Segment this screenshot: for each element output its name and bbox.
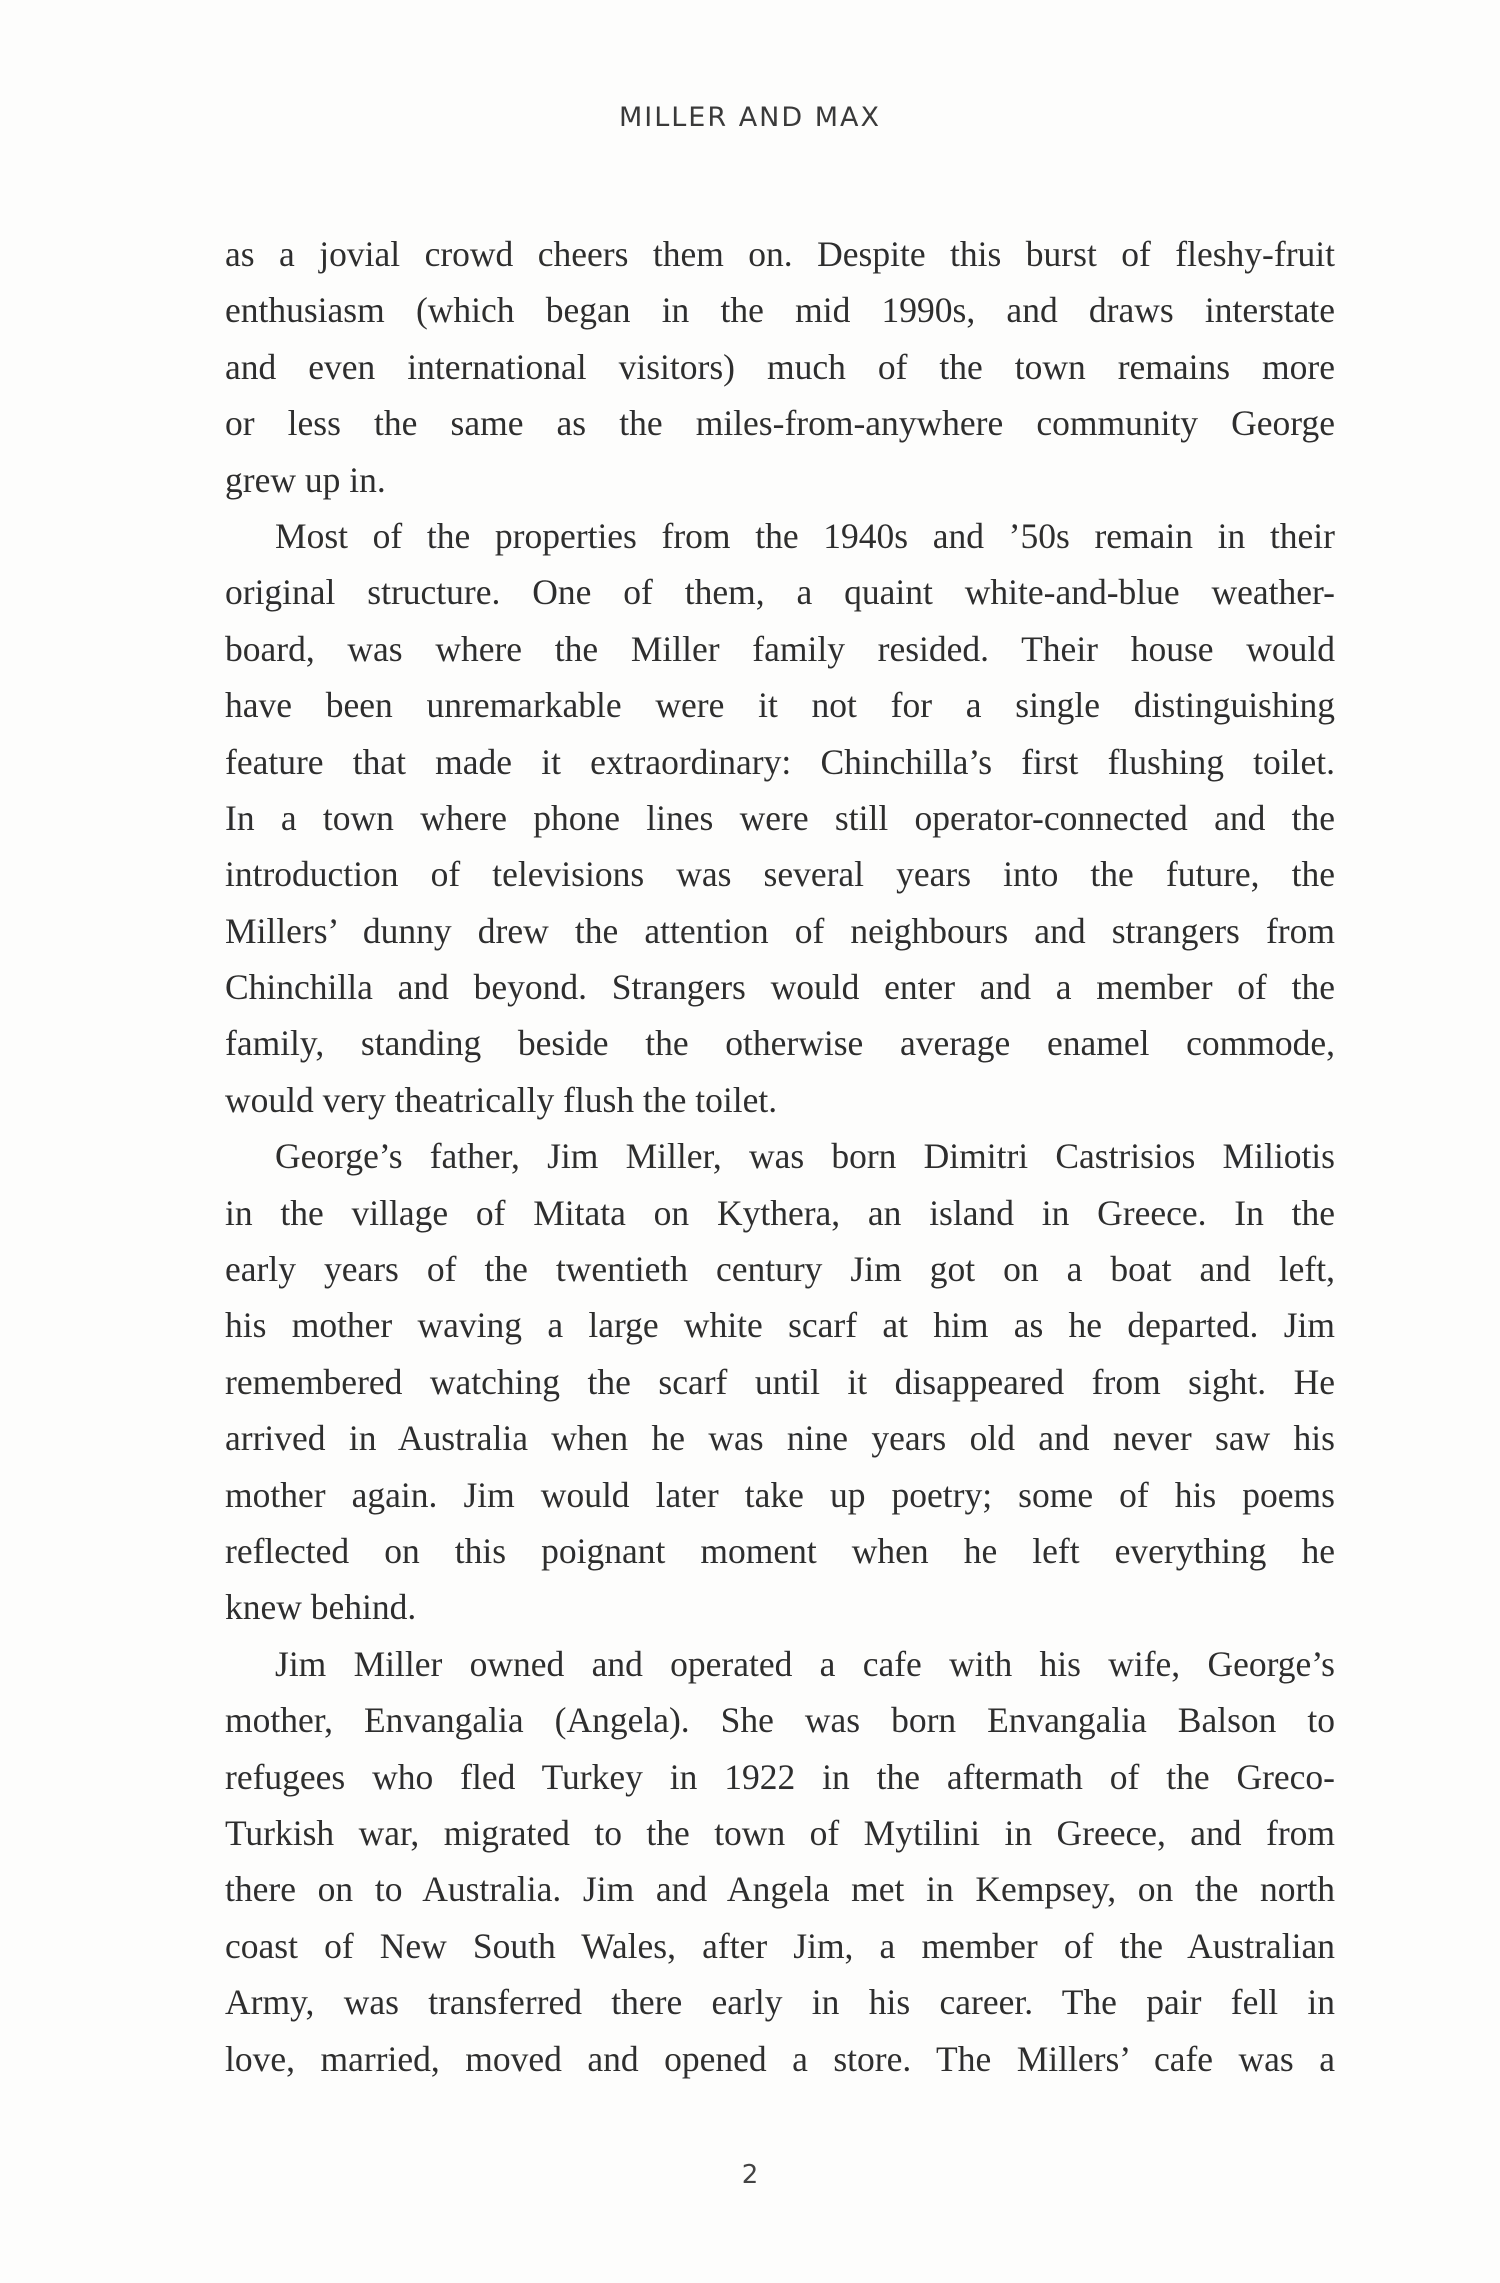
text-line: early years of the twentieth century Jim got on a boat and left, [225,1249,1335,1290]
text-line: original structure. One of them, a quaint white-and-blue weather- [225,572,1335,613]
text-line: George’s father, Jim Miller, was born Dimitri Castrisios Miliotis [275,1136,1335,1177]
text-line: Turkish war, migrated to the town of Mytilini in Greece, and from [225,1812,1335,1853]
text-line: Army, was transferred there early in his career. The pair fell in [225,1982,1335,2023]
text-line: or less the same as the miles-from-anywhere community George [225,403,1335,444]
paragraph [225,226,1335,508]
text-line: Most of the properties from the 1940s and ’50s remain in their [275,515,1335,556]
text-line: introduction of televisions was several years into the future, the [225,854,1335,895]
text-line: remembered watching the scarf until it disappeared from sight. He [225,1361,1335,1402]
text-line: and even international visitors) much of the town remains more [225,346,1335,387]
text-line: enthusiasm (which began in the mid 1990s, and draws interstate [225,290,1335,331]
paragraph [225,1128,1335,1636]
text-line: feature that made it extraordinary: Chinchilla’s first flushing toilet. [225,741,1335,782]
text-line: mother again. Jim would later take up poetry; some of his poems [225,1474,1335,1515]
text-line: as a jovial crowd cheers them on. Despite this burst of fleshy-fruit [225,234,1335,274]
running-head: MILLER AND MAX [618,102,882,133]
text-line: refugees who fled Turkey in 1922 in the aftermath of the Greco- [225,1756,1335,1797]
text-line: reflected on this poignant moment when he left everything he [225,1530,1335,1571]
paragraph [225,508,1335,1128]
text-line: love, married, moved and opened a store. The Millers’ cafe was a [225,2038,1335,2079]
text-line: arrived in Australia when he was nine years old and never saw his [225,1418,1335,1459]
body-text [225,226,1335,2087]
text-line: family, standing beside the otherwise average enamel commode, [225,1023,1335,1064]
text-line: have been unremarkable were it not for a single distinguishing [225,685,1335,726]
text-line: Chinchilla and beyond. Strangers would enter and a member of the [225,967,1335,1008]
text-line: In a town where phone lines were still operator-connected and the [225,797,1335,838]
text-line: grew up in. [225,459,386,500]
text-line: Millers’ dunny drew the attention of neighbours and strangers from [225,910,1335,951]
text-line: mother, Envangalia (Angela). She was born Envangalia Balson to [225,1700,1335,1741]
text-line: Jim Miller owned and operated a cafe with his wife, George’s [275,1643,1335,1684]
text-line: there on to Australia. Jim and Angela met in Kempsey, on the north [225,1869,1335,1910]
text-line: board, was where the Miller family resided. Their house would [225,628,1335,669]
text-line: knew behind. [225,1587,417,1628]
text-line: coast of New South Wales, after Jim, a member of the Australian [225,1925,1335,1966]
text-line: his mother waving a large white scarf at him as he departed. Jim [225,1305,1335,1346]
text-line: in the village of Mitata on Kythera, an island in Greece. In the [225,1192,1335,1233]
text-line: would very theatrically flush the toilet. [225,1079,778,1120]
page-number: 2 [741,2160,759,2190]
paragraph [225,1636,1335,2087]
